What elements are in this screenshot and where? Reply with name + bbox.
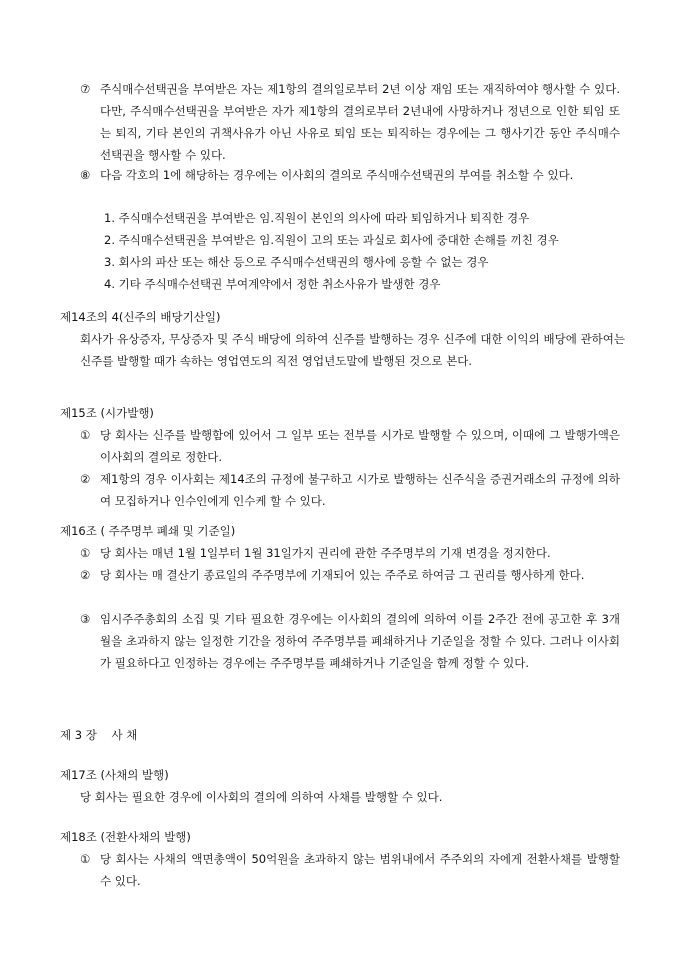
article18-title: 제18조 (전환사채의 발행) [60,830,191,844]
article13-item8 [80,164,620,186]
article15-title: 제15조 (시가발행) [60,406,154,420]
article13-subitem-2: 2. 주식매수선택권을 부여받은 임.직원이 고의 또는 과실로 회사에 중대한 손해를 끼친 경우 [104,233,559,247]
article14-4-body: 회사가 유상증자, 무상증자 및 주식 배당에 의하여 신주를 발행하는 경우 신주에 대한 이익의 배당에 관하여는 신주를 발행할 때가 속하는 영업연도의 직전 영업년도말에 발행된 것으로 본다. [80,332,625,368]
article16-item3 [80,608,620,674]
article15-item2 [80,468,620,512]
item-text: 다음 각호의 1에 해당하는 경우에는 이사회의 결의로 주식매수선택권의 부여를 취소할 수 있다. [100,168,574,182]
item-marker: ② [80,472,91,486]
article17-title: 제17조 (사채의 발행) [60,768,169,782]
item-marker: ① [80,852,91,866]
article16-item2 [80,564,620,586]
item-text: 주식매수선택권을 부여받은 자는 제1항의 결의일로부터 2년 이상 재임 또는 재직하여야 행사할 수 있다. 다만, 주식매수선택권을 부여받은 자가 제1항의 결의로부터 2년내에 사망하거나 정년으로 인한 퇴임 또는 퇴직, 기타 본인의 귀책사유가 아닌 사유로 퇴임 또는 퇴직하는 경우에는 그 행사기간 동안 주식매수선택권을 행사할 수 있다. [100,82,620,162]
article13-subitem-4: 4. 기타 주식매수선택권 부여계약에서 정한 취소사유가 발생한 경우 [104,277,441,291]
item-text: 제1항의 경우 이사회는 제14조의 규정에 불구하고 시가로 발행하는 신주식을 증권거래소의 규정에 의하여 모집하거나 인수인에게 인수케 할 수 있다. [100,472,620,508]
item-text: 당 회사는 매 결산기 종료일의 주주명부에 기재되어 있는 주주로 하여금 그 권리를 행사하게 한다. [100,568,585,582]
item-text: 임시주주총회의 소집 및 기타 필요한 경우에는 이사회의 결의에 의하여 이를 2주간 전에 공고한 후 3개월을 초과하지 않는 일정한 기간을 정하여 주주명부를 폐쇄하거나 기준일을 정할 수 있다. 그러나 이사회가 필요하다고 인정하는 경우에는 주주명부를 폐쇄하거나 기준일을 함께 정할 수 있다. [100,612,620,670]
article13-subitem-3: 3. 회사의 파산 또는 해산 등으로 주식매수선택권의 행사에 응할 수 없는 경우 [104,255,489,269]
article17-body: 당 회사는 필요한 경우에 이사회의 결의에 의하여 사채를 발행할 수 있다. [80,790,443,804]
item-marker: ⑧ [80,168,91,182]
article13-item7 [80,78,620,166]
article16-title: 제16조 ( 주주명부 폐쇄 및 기준일) [60,524,236,538]
item-marker: ③ [80,612,91,626]
item-marker: ① [80,546,91,560]
item-marker: ① [80,428,91,442]
article16-item1 [80,542,620,564]
article15-item1 [80,424,620,468]
item-text: 당 회사는 사채의 액면총액이 50억원을 초과하지 않는 범위내에서 주주외의 자에게 전환사채를 발행할 수 있다. [100,852,620,888]
item-text: 당 회사는 신주를 발행함에 있어서 그 일부 또는 전부를 시가로 발행할 수 있으며, 이때에 그 발행가액은 이사회의 결의로 정한다. [100,428,620,464]
article13-subitem-1: 1. 주식매수선택권을 부여받은 임.직원이 본인의 의사에 따라 퇴임하거나 퇴직한 경우 [104,211,530,225]
article14-4-title: 제14조의 4(신주의 배당기산일) [60,310,221,324]
item-marker: ⑦ [80,82,91,96]
chapter3-title: 제 3 장 사 채 [60,728,138,742]
item-text: 당 회사는 매년 1월 1일부터 1월 31일가지 권리에 관한 주주명부의 기재 변경을 정지한다. [100,546,551,560]
item-marker: ② [80,568,91,582]
article18-item1 [80,848,620,892]
